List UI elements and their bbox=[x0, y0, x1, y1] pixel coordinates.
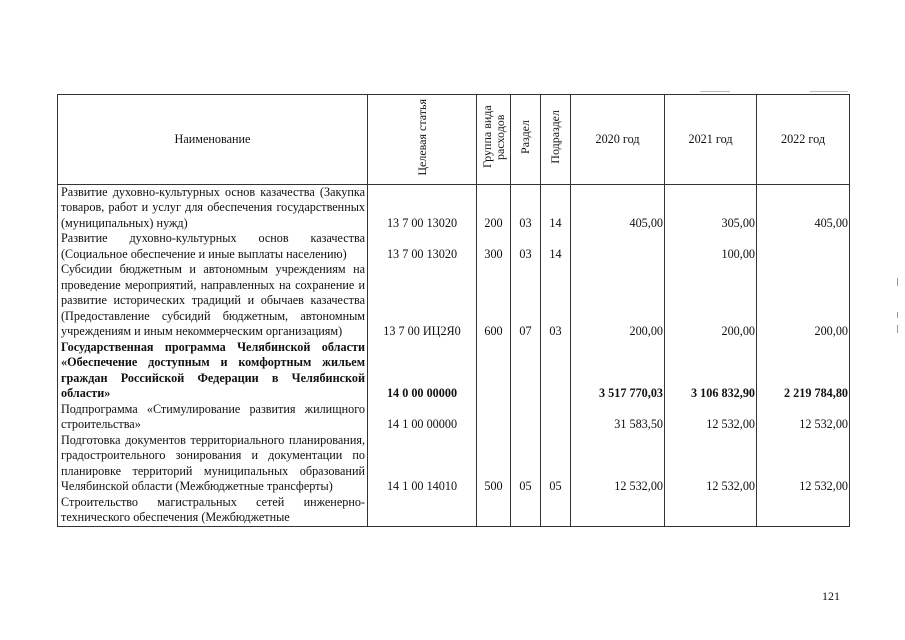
row-expense-group bbox=[477, 495, 511, 527]
row-value-2020: 3 517 770,03 bbox=[571, 340, 665, 402]
header-2020: 2020 год bbox=[571, 95, 665, 185]
row-name: Развитие духовно-культурных основ казачества (Социальное обеспечение и иные выплаты населению) bbox=[58, 231, 368, 262]
row-expense-group bbox=[477, 402, 511, 433]
row-section bbox=[511, 340, 541, 402]
row-section bbox=[511, 402, 541, 433]
row-value-2021 bbox=[665, 495, 757, 527]
scan-mark bbox=[897, 325, 898, 333]
scan-mark bbox=[897, 312, 898, 318]
table-row bbox=[58, 262, 850, 340]
table-header-row bbox=[58, 95, 850, 185]
table-row bbox=[58, 495, 850, 527]
budget-table-page bbox=[57, 94, 849, 527]
row-expense-group: 300 bbox=[477, 231, 511, 262]
row-target-article: 14 1 00 14010 bbox=[368, 433, 477, 495]
budget-table bbox=[57, 94, 850, 527]
row-subsection bbox=[541, 495, 571, 527]
table-body bbox=[58, 184, 850, 526]
header-target-article: Целевая статья bbox=[368, 95, 477, 185]
row-name: Государственная программа Челябинской области «Обеспечение доступным и комфортным жильем граждан Российской Федерации в Челябинской области» bbox=[58, 340, 368, 402]
row-value-2021: 12 532,00 bbox=[665, 433, 757, 495]
row-expense-group: 600 bbox=[477, 262, 511, 340]
row-value-2020: 31 583,50 bbox=[571, 402, 665, 433]
page-number: 121 bbox=[822, 589, 840, 603]
row-value-2020: 12 532,00 bbox=[571, 433, 665, 495]
row-value-2021: 3 106 832,90 bbox=[665, 340, 757, 402]
table-row bbox=[58, 184, 850, 231]
scan-mark bbox=[810, 91, 848, 92]
header-expense-group: Группа вида расходов bbox=[477, 95, 511, 185]
row-value-2022: 200,00 bbox=[757, 262, 850, 340]
row-subsection bbox=[541, 340, 571, 402]
row-value-2022 bbox=[757, 231, 850, 262]
row-subsection bbox=[541, 402, 571, 433]
row-name: Подпрограмма «Стимулирование развития жилищного строительства» bbox=[58, 402, 368, 433]
row-section: 07 bbox=[511, 262, 541, 340]
row-target-article: 13 7 00 13020 bbox=[368, 184, 477, 231]
row-subsection: 14 bbox=[541, 231, 571, 262]
row-target-article: 13 7 00 13020 bbox=[368, 231, 477, 262]
row-subsection: 03 bbox=[541, 262, 571, 340]
row-name: Субсидии бюджетным и автономным учреждениям на проведение мероприятий, направленных на сохранение и развитие исторических традиций и обычаев казачества (Предоставление субсидий бюджетным, автономным учреждениям и иным некоммерческим организациям) bbox=[58, 262, 368, 340]
row-target-article: 13 7 00 ИЦ2Я0 bbox=[368, 262, 477, 340]
row-subsection: 14 bbox=[541, 184, 571, 231]
table-row bbox=[58, 231, 850, 262]
row-section: 03 bbox=[511, 231, 541, 262]
row-value-2022 bbox=[757, 495, 850, 527]
header-2021: 2021 год bbox=[665, 95, 757, 185]
row-value-2020: 405,00 bbox=[571, 184, 665, 231]
row-value-2022: 405,00 bbox=[757, 184, 850, 231]
row-name: Подготовка документов территориального планирования, градостроительного зонирования и документации по планировке территорий муниципальных образований Челябинской области (Межбюджетные трансферты) bbox=[58, 433, 368, 495]
header-section: Раздел bbox=[511, 95, 541, 185]
header-subsection: Подраздел bbox=[541, 95, 571, 185]
row-target-article: 14 1 00 00000 bbox=[368, 402, 477, 433]
row-value-2022: 2 219 784,80 bbox=[757, 340, 850, 402]
row-subsection: 05 bbox=[541, 433, 571, 495]
row-target-article bbox=[368, 495, 477, 527]
row-section: 03 bbox=[511, 184, 541, 231]
row-value-2021: 200,00 bbox=[665, 262, 757, 340]
row-expense-group: 200 bbox=[477, 184, 511, 231]
row-name: Развитие духовно-культурных основ казачества (Закупка товаров, работ и услуг для обеспечения государственных (муниципальных) нужд) bbox=[58, 184, 368, 231]
table-row bbox=[58, 340, 850, 402]
row-value-2020 bbox=[571, 495, 665, 527]
scan-mark bbox=[700, 91, 730, 92]
row-value-2020: 200,00 bbox=[571, 262, 665, 340]
scan-mark bbox=[897, 278, 898, 286]
header-2022: 2022 год bbox=[757, 95, 850, 185]
row-expense-group bbox=[477, 340, 511, 402]
row-value-2020 bbox=[571, 231, 665, 262]
row-expense-group: 500 bbox=[477, 433, 511, 495]
table-row bbox=[58, 433, 850, 495]
table-row bbox=[58, 402, 850, 433]
row-value-2021: 100,00 bbox=[665, 231, 757, 262]
row-value-2022: 12 532,00 bbox=[757, 433, 850, 495]
row-value-2021: 12 532,00 bbox=[665, 402, 757, 433]
row-name: Строительство магистральных сетей инженерно-технического обеспечения (Межбюджетные bbox=[58, 495, 368, 527]
row-section: 05 bbox=[511, 433, 541, 495]
header-name: Наименование bbox=[58, 95, 368, 185]
row-value-2021: 305,00 bbox=[665, 184, 757, 231]
row-value-2022: 12 532,00 bbox=[757, 402, 850, 433]
row-section bbox=[511, 495, 541, 527]
row-target-article: 14 0 00 00000 bbox=[368, 340, 477, 402]
